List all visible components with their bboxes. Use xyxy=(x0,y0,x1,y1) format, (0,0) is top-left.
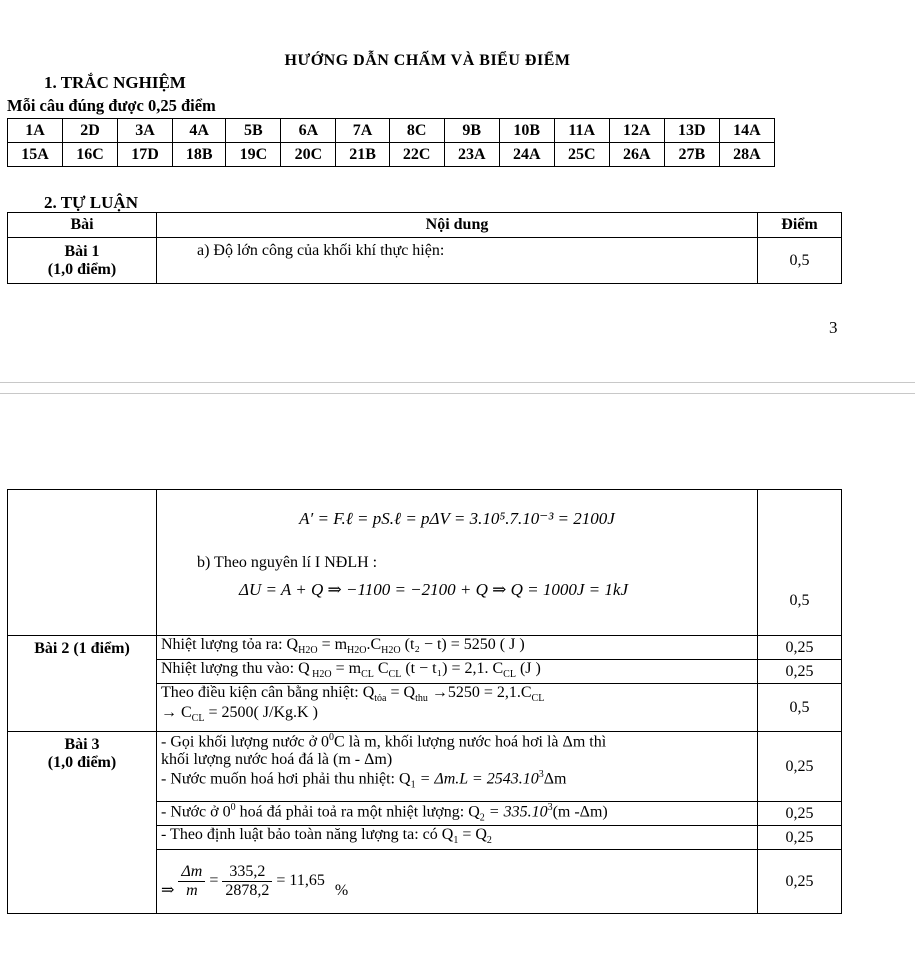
answer-cell: 23A xyxy=(444,143,499,167)
header-bai: Bài xyxy=(8,213,157,238)
answer-cell: 17D xyxy=(118,143,173,167)
fraction: $\frac{335,2}{2878,2}$ xyxy=(222,863,272,900)
bai1-label-cont xyxy=(8,490,157,548)
answer-cell: 2D xyxy=(63,119,118,143)
answer-cell: 3A xyxy=(118,119,173,143)
answer-cell: 14A xyxy=(719,119,774,143)
bai1-formula-a: A′ = F.ℓ = pS.ℓ = pΔV = 3.10⁵.7.10⁻³ = 2100J xyxy=(157,490,758,548)
bai3-points-2: 0,25 xyxy=(758,802,842,826)
bai1-label: Bài 1 (1,0 điểm) xyxy=(8,238,157,284)
answer-cell: 4A xyxy=(173,119,226,143)
answer-cell: 15A xyxy=(8,143,63,167)
page-separator xyxy=(0,382,915,383)
answer-cell: 27B xyxy=(664,143,719,167)
answer-cell: 6A xyxy=(281,119,336,143)
answer-cell: 25C xyxy=(554,143,609,167)
answer-cell: 5B xyxy=(226,119,281,143)
bai1-content-a: a) Độ lớn công của khối khí thực hiện: xyxy=(157,238,758,284)
bai3-row-4: ⇒ $\frac{\Delta m}{m}$ = $\frac{335,2}{2878,2}$ = 11,65 % xyxy=(157,850,758,914)
fraction: $\frac{\Delta m}{m}$ xyxy=(178,863,205,900)
bai1-points-b: 0,5 xyxy=(758,548,842,636)
answer-cell: 28A xyxy=(719,143,774,167)
answer-row xyxy=(8,143,775,167)
answer-cell: 1A xyxy=(8,119,63,143)
answer-cell: 7A xyxy=(336,119,389,143)
header-noi-dung: Nội dung xyxy=(157,213,758,238)
page-number: 3 xyxy=(829,318,838,337)
answer-cell: 26A xyxy=(609,143,664,167)
answer-cell: 12A xyxy=(609,119,664,143)
answer-row xyxy=(8,119,775,143)
scoring-note: Mỗi câu đúng được 0,25 điểm xyxy=(7,96,216,115)
answer-cell: 9B xyxy=(444,119,499,143)
bai2-row-1: Nhiệt lượng tỏa ra: $Q_{H2O} = m_{H2O}.C_{H2O}$ (t₂ − t) = 5250 ( J ) xyxy=(157,636,758,660)
bai1-points-a: 0,5 xyxy=(758,238,842,284)
bai3-label: Bài 3 (1,0 điểm) xyxy=(8,732,157,914)
bai3-row-2: - Nước ở $0^0$ hoá đá phải toả ra một nhiệt lượng: $Q_2 = 335.10^3(m$ -Δm) xyxy=(157,802,758,826)
bai2-row-2: Nhiệt lượng thu vào: Q $_{H2O} = m_{CL}$ $C_{CL}$ (t − t₁) = 2,1. $C_{CL}$ (J ) xyxy=(157,660,758,684)
bai1-label-cont2 xyxy=(8,548,157,636)
section-multiple-choice: 1. TRẮC NGHIỆM xyxy=(44,73,186,92)
answer-cell: 8C xyxy=(389,119,444,143)
answer-table xyxy=(7,118,775,167)
answer-cell: 10B xyxy=(499,119,554,143)
bai2-points-2: 0,25 xyxy=(758,660,842,684)
answer-cell: 18B xyxy=(173,143,226,167)
bai2-points-3: 0,5 xyxy=(758,684,842,732)
bai3-points-4: 0,25 xyxy=(758,850,842,914)
answer-cell: 22C xyxy=(389,143,444,167)
answer-cell: 19C xyxy=(226,143,281,167)
essay-table-bottom xyxy=(7,489,842,914)
answer-cell: 21B xyxy=(336,143,389,167)
bai2-row-3: Theo điều kiện cân bằng nhiệt: $Q_{tỏa} = Q_{thu} \to 5250 = 2,1.C_{CL}$ → $C_{CL} = 2500$( J/Kg.K ) xyxy=(157,684,758,732)
bai3-row-3: - Theo định luật bảo toàn năng lượng ta: có $Q_1 = Q_2$ xyxy=(157,826,758,850)
bai3-points-1: 0,25 xyxy=(758,732,842,802)
bai2-points-1: 0,25 xyxy=(758,636,842,660)
bai1-content-b: b) Theo nguyên lí I NĐLH : ΔU = A + Q ⇒ −1100 = −2100 + Q ⇒ Q = 1000J = 1kJ xyxy=(157,548,758,636)
answer-cell: 11A xyxy=(554,119,609,143)
section-essay: 2. TỰ LUẬN xyxy=(44,193,138,212)
answer-cell: 24A xyxy=(499,143,554,167)
answer-cell: 16C xyxy=(63,143,118,167)
bai1-points-a-cont xyxy=(758,490,842,548)
page-title: HƯỚNG DẪN CHẤM VÀ BIỂU ĐIỂM xyxy=(284,52,571,69)
answer-cell: 13D xyxy=(664,119,719,143)
page-separator xyxy=(0,393,915,394)
answer-cell: 20C xyxy=(281,143,336,167)
bai2-label: Bài 2 (1 điểm) xyxy=(8,636,157,732)
bai3-points-3: 0,25 xyxy=(758,826,842,850)
bai3-row-1: - Gọi khối lượng nước ở $0^0C$ là m, khối lượng nước hoá hơi là Δm thì khối lượng nước hoá đá là (m - Δm) - Nước muốn hoá hơi phải thu nhiệt: $Q_1 = \Delta m.L = 2543.10^3\Delta m$ xyxy=(157,732,758,802)
essay-table-top xyxy=(7,212,842,284)
header-diem: Điểm xyxy=(758,213,842,238)
